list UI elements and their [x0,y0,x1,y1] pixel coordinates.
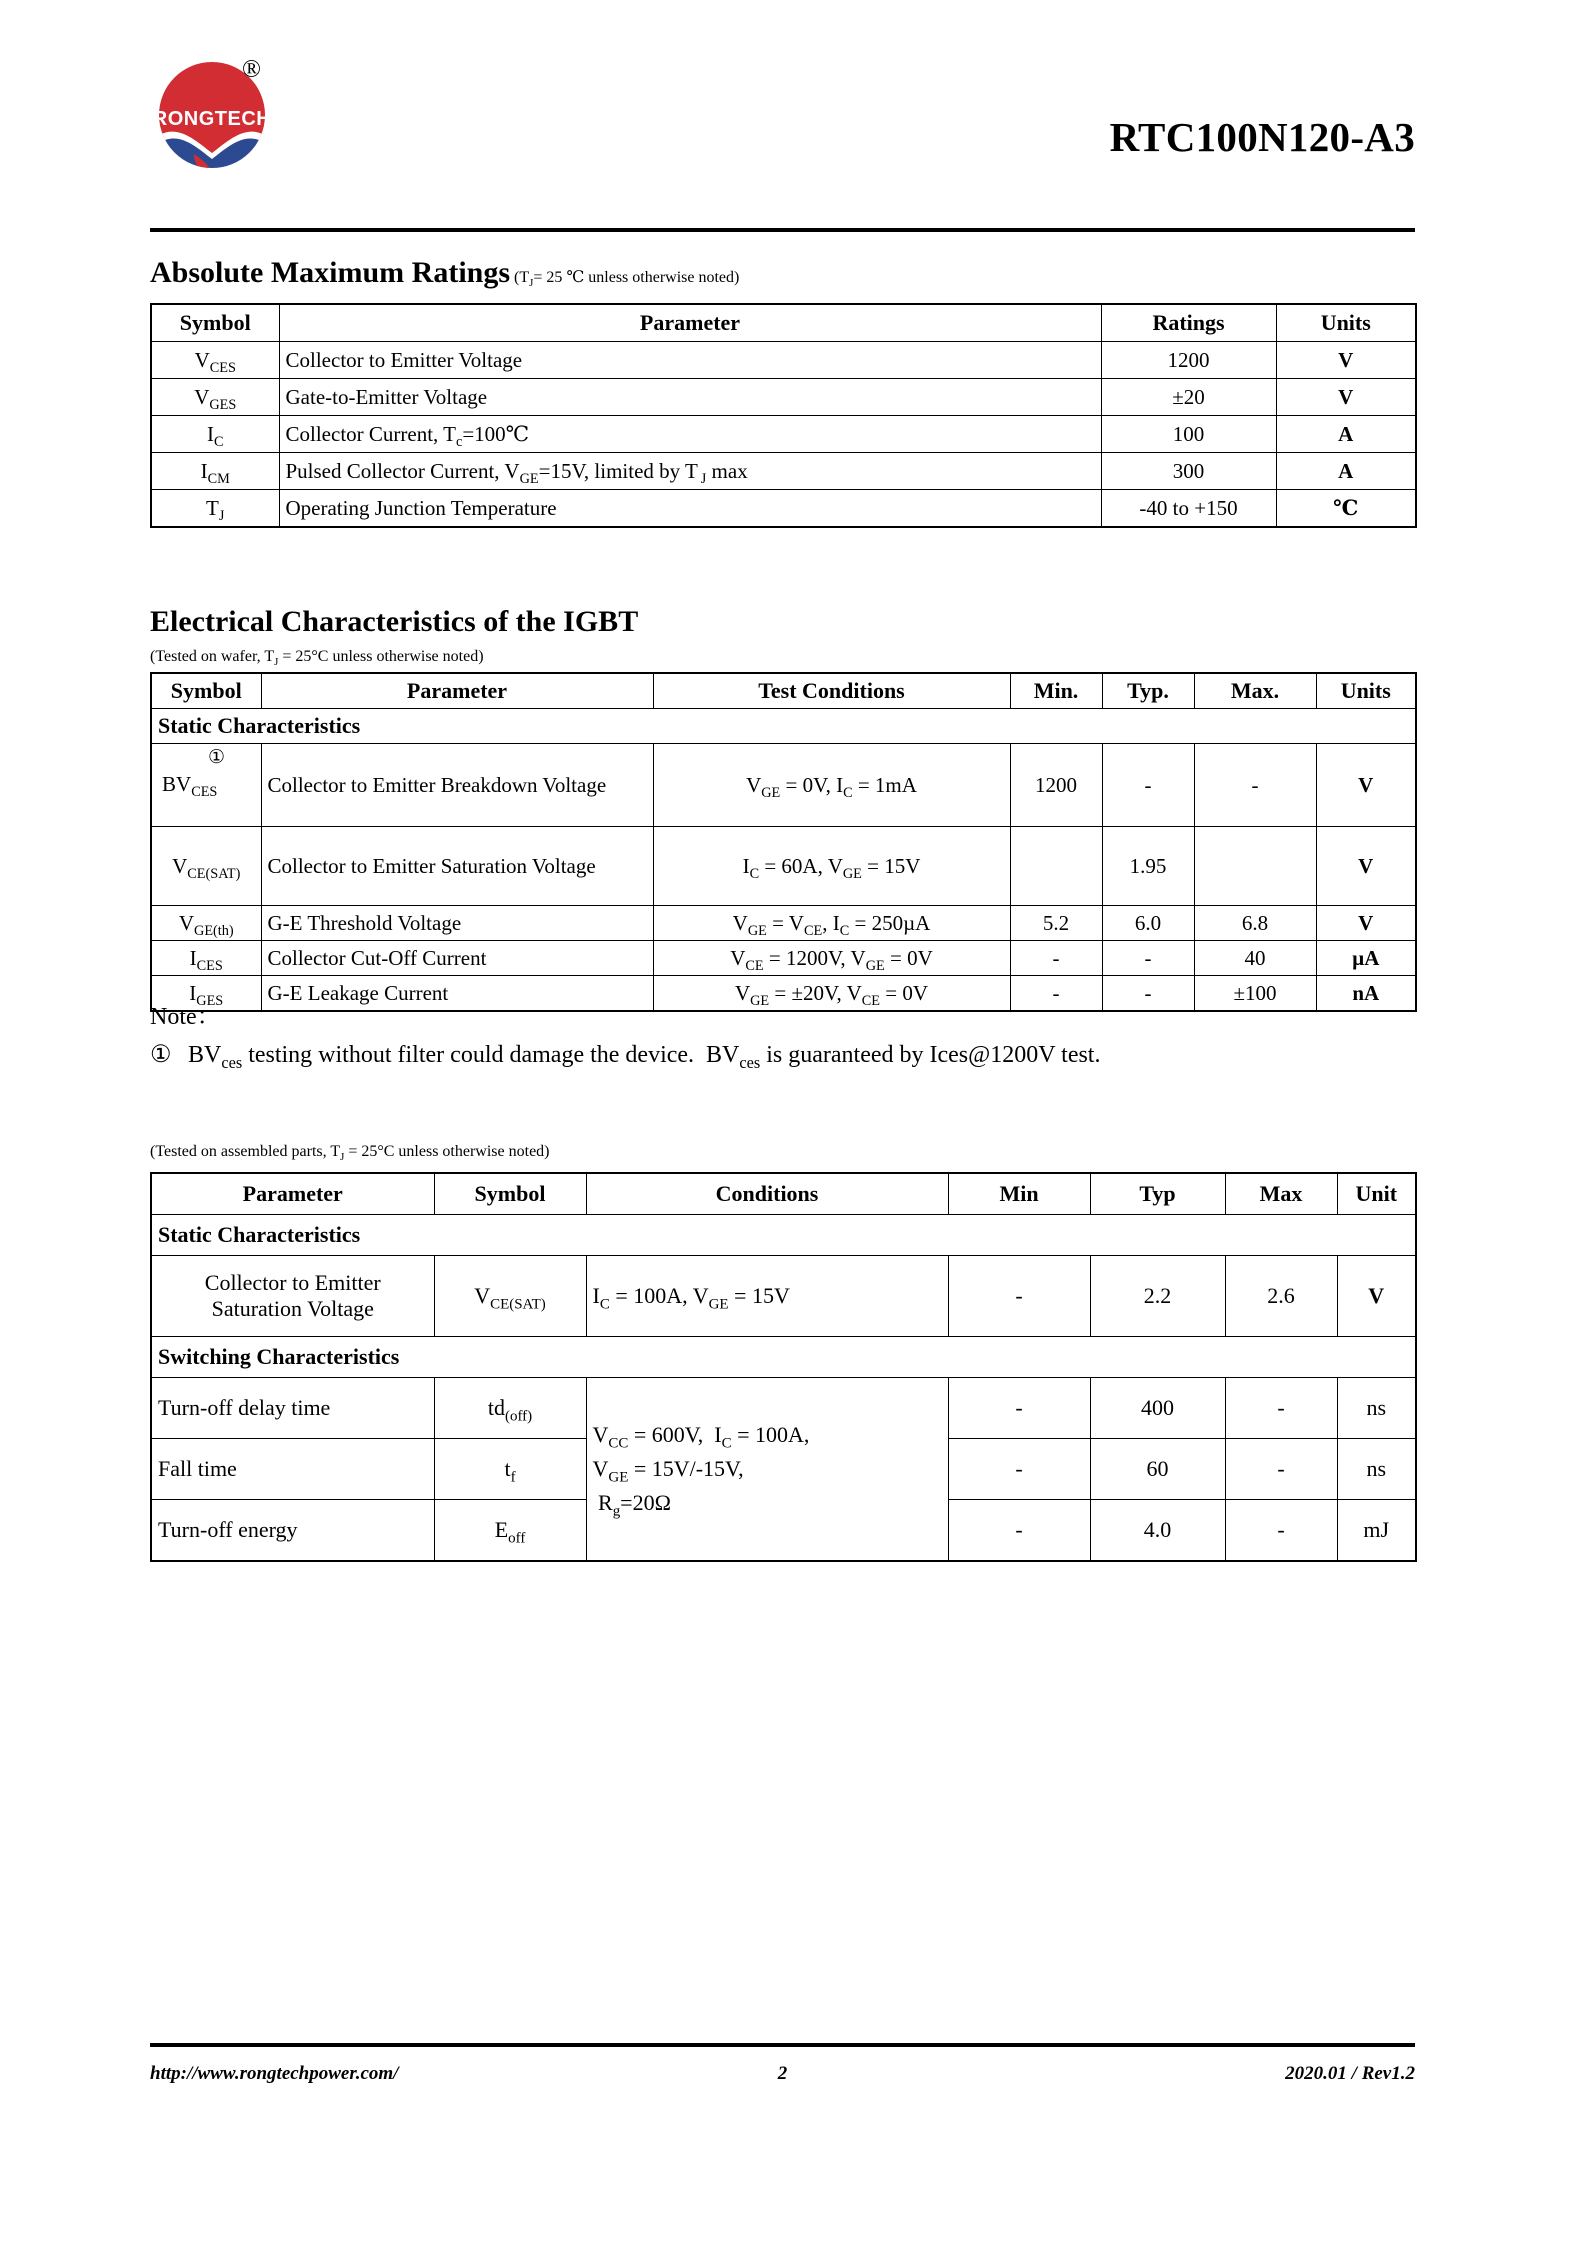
cell-unit: V [1337,1256,1416,1337]
cell-rating: 1200 [1101,342,1276,379]
group-label-static: Static Characteristics [151,709,1416,744]
cell-unit: ℃ [1276,490,1416,528]
table-header-row [151,1173,1416,1215]
col-parameter: Parameter [279,304,1101,342]
footer-divider [150,2043,1415,2047]
cell-unit: mJ [1337,1500,1416,1562]
cell-symbol: $E_{off}$ [434,1500,586,1562]
cell-conditions: $I_C = 60A$, $V_{GE} = 15V$ [653,827,1010,906]
registered-trademark-icon: ® [242,56,261,83]
cell-parameter: Collector to Emitter Breakdown Voltage [261,744,653,827]
table-row [151,941,1416,976]
table-row [151,490,1416,528]
col-symbol: Symbol [151,304,279,342]
cell-symbol: $td_{(off)}$ [434,1378,586,1439]
absolute-max-heading [150,256,739,290]
cell-max: - [1225,1378,1337,1439]
col-symbol: Symbol [434,1173,586,1215]
col-min: Min [948,1173,1090,1215]
cell-unit: V [1316,827,1416,906]
table-row [151,1256,1416,1337]
cell-rating: 300 [1101,453,1276,490]
cell-max: 40 [1194,941,1316,976]
table-row [151,744,1416,827]
cell-symbol: $I_{CM}$ [151,453,279,490]
cell-switching-conditions: $V_{CC} = 600V$, $I_C = 100A$, $V_{GE} = 15V/-15V$, $R_g=20\Omega$ [586,1378,948,1562]
electrical-characteristics-caption: (Tested on wafer, $T_J = 25^\circ C$ unless otherwise noted) [150,648,484,669]
electrical-characteristics-heading: Electrical Characteristics of the IGBT [150,605,639,638]
col-min: Min. [1010,673,1102,709]
cell-typ: 60 [1090,1439,1225,1500]
table-row [151,453,1416,490]
cell-min: - [948,1378,1090,1439]
cell-max: 2.6 [1225,1256,1337,1337]
page-footer [150,2063,1415,2103]
cell-symbol: $t_f$ [434,1439,586,1500]
cell-symbol: $V_{CE(SAT)}$ [151,827,261,906]
note-text: $BV_{ces}$ testing without filter could damage the device. $BV_{ces}$ is guaranteed by Ices@1200V test. [182,1042,1101,1072]
cell-max: 6.8 [1194,906,1316,941]
col-max: Max [1225,1173,1337,1215]
cell-unit: V [1276,342,1416,379]
table-header-row [151,673,1416,709]
note-marker-icon: ① [208,747,226,768]
group-label-switching: Switching Characteristics [151,1337,1416,1378]
col-typ: Typ. [1102,673,1194,709]
cell-symbol: $I_{CES}$ [151,941,261,976]
assembled-parts-table [150,1172,1417,1562]
cell-rating: 100 [1101,416,1276,453]
footer-website[interactable]: http://www.rongtechpower.com/ [150,2063,399,2084]
absolute-max-title: Absolute Maximum Ratings [150,256,511,289]
cell-parameter: Pulsed Collector Current, $V_{GE}=15V$, limited by T $_J$ max [279,453,1101,490]
absolute-max-subtitle: ($T_J= 25$ ℃ unless otherwise noted) [510,269,740,290]
cell-unit: A [1276,416,1416,453]
table-row [151,379,1416,416]
cell-unit: nA [1316,976,1416,1012]
cell-min [1010,827,1102,906]
cell-typ: - [1102,744,1194,827]
cell-conditions: $I_C = 100A$, $V_{GE} = 15V$ [586,1256,948,1337]
col-units: Units [1276,304,1416,342]
col-parameter: Parameter [151,1173,434,1215]
cell-symbol: $I_C$ [151,416,279,453]
cell-typ: 1.95 [1102,827,1194,906]
col-max: Max. [1194,673,1316,709]
cell-rating: -40 to +150 [1101,490,1276,528]
footer-page-number: 2 [777,2063,788,2084]
assembled-caption: (Tested on assembled parts, $T_J = 25^\circ C$ unless otherwise noted) [150,1143,550,1164]
col-unit: Unit [1337,1173,1416,1215]
note-marker-icon: ① [150,1042,172,1068]
cell-unit: A [1276,453,1416,490]
table-row [151,976,1416,1012]
cell-symbol: $V_{CE(SAT)}$ [434,1256,586,1337]
col-symbol: Symbol [151,673,261,709]
cell-parameter: Gate-to-Emitter Voltage [279,379,1101,416]
cell-parameter: Collector Current, $T_c=100℃$ [279,416,1101,453]
col-units: Units [1316,673,1416,709]
col-test-conditions: Test Conditions [653,673,1010,709]
col-parameter: Parameter [261,673,653,709]
cell-typ: - [1102,941,1194,976]
cell-parameter: Collector Cut-Off Current [261,941,653,976]
cell-max [1194,827,1316,906]
table-row [151,342,1416,379]
absolute-maximum-ratings-table [150,303,1417,528]
cell-min: 5.2 [1010,906,1102,941]
cell-parameter: G-E Leakage Current [261,976,653,1012]
note-label: Note： [150,1004,221,1030]
cell-parameter: Operating Junction Temperature [279,490,1101,528]
cell-conditions: $V_{CE} = 1200V$, $V_{GE} = 0V$ [653,941,1010,976]
cell-parameter: Collector to Emitter Saturation Voltage [261,827,653,906]
table-row [151,906,1416,941]
cell-conditions: $V_{GE} = V_{CE}$, $I_C = 250\mu A$ [653,906,1010,941]
cell-symbol: $T_J$ [151,490,279,528]
group-row-static [151,1215,1416,1256]
cell-min: - [948,1256,1090,1337]
cell-typ: 400 [1090,1378,1225,1439]
col-ratings: Ratings [1101,304,1276,342]
cell-symbol: $V_{CES}$ [151,342,279,379]
rongtech-logo [150,55,310,170]
cell-symbol: $I_{GES}$ [151,976,261,1012]
logo-graphic [150,55,310,170]
cell-unit: V [1316,906,1416,941]
cell-rating: ±20 [1101,379,1276,416]
cell-symbol: ① $BV_{CES}$ [151,744,261,827]
cell-min: - [1010,941,1102,976]
cell-typ: - [1102,976,1194,1012]
table-header-row [151,304,1416,342]
cell-min: - [948,1500,1090,1562]
cell-unit: V [1316,744,1416,827]
cell-parameter: Collector to Emitter Voltage [279,342,1101,379]
cell-unit: ns [1337,1378,1416,1439]
cell-max: ±100 [1194,976,1316,1012]
cell-conditions: $V_{GE} = 0V$, $I_C = 1mA$ [653,744,1010,827]
group-row-static [151,709,1416,744]
cell-unit: ns [1337,1439,1416,1500]
col-typ: Typ [1090,1173,1225,1215]
cell-symbol: $V_{GE(th)}$ [151,906,261,941]
cell-symbol: $V_{GES}$ [151,379,279,416]
cell-parameter: Turn-off energy [151,1500,434,1562]
cell-min: 1200 [1010,744,1102,827]
cell-min: - [948,1439,1090,1500]
cell-unit: V [1276,379,1416,416]
cell-unit: µA [1316,941,1416,976]
cell-max: - [1225,1439,1337,1500]
table-row [151,1378,1416,1439]
page-header [150,55,1415,225]
cell-typ: 2.2 [1090,1256,1225,1337]
header-divider [150,228,1415,232]
cell-parameter: Collector to Emitter Saturation Voltage [151,1256,434,1337]
note-item [150,1040,1101,1072]
cell-conditions: $V_{GE} = \pm 20V$, $V_{CE} = 0V$ [653,976,1010,1012]
cell-parameter: Turn-off delay time [151,1378,434,1439]
group-label-static: Static Characteristics [151,1215,1416,1256]
cell-min: - [1010,976,1102,1012]
logo-brand-text: RONGTECH [152,108,272,130]
cell-parameter: G-E Threshold Voltage [261,906,653,941]
cell-max: - [1225,1500,1337,1562]
group-row-switching [151,1337,1416,1378]
footer-revision: 2020.01 / Rev1.2 [1285,2063,1415,2084]
col-conditions: Conditions [586,1173,948,1215]
table-row [151,827,1416,906]
cell-parameter: Fall time [151,1439,434,1500]
part-number: RTC100N120-A3 [1109,114,1415,160]
cell-max: - [1194,744,1316,827]
cell-typ: 4.0 [1090,1500,1225,1562]
table-row [151,416,1416,453]
electrical-characteristics-wafer-table [150,672,1417,1012]
cell-typ: 6.0 [1102,906,1194,941]
